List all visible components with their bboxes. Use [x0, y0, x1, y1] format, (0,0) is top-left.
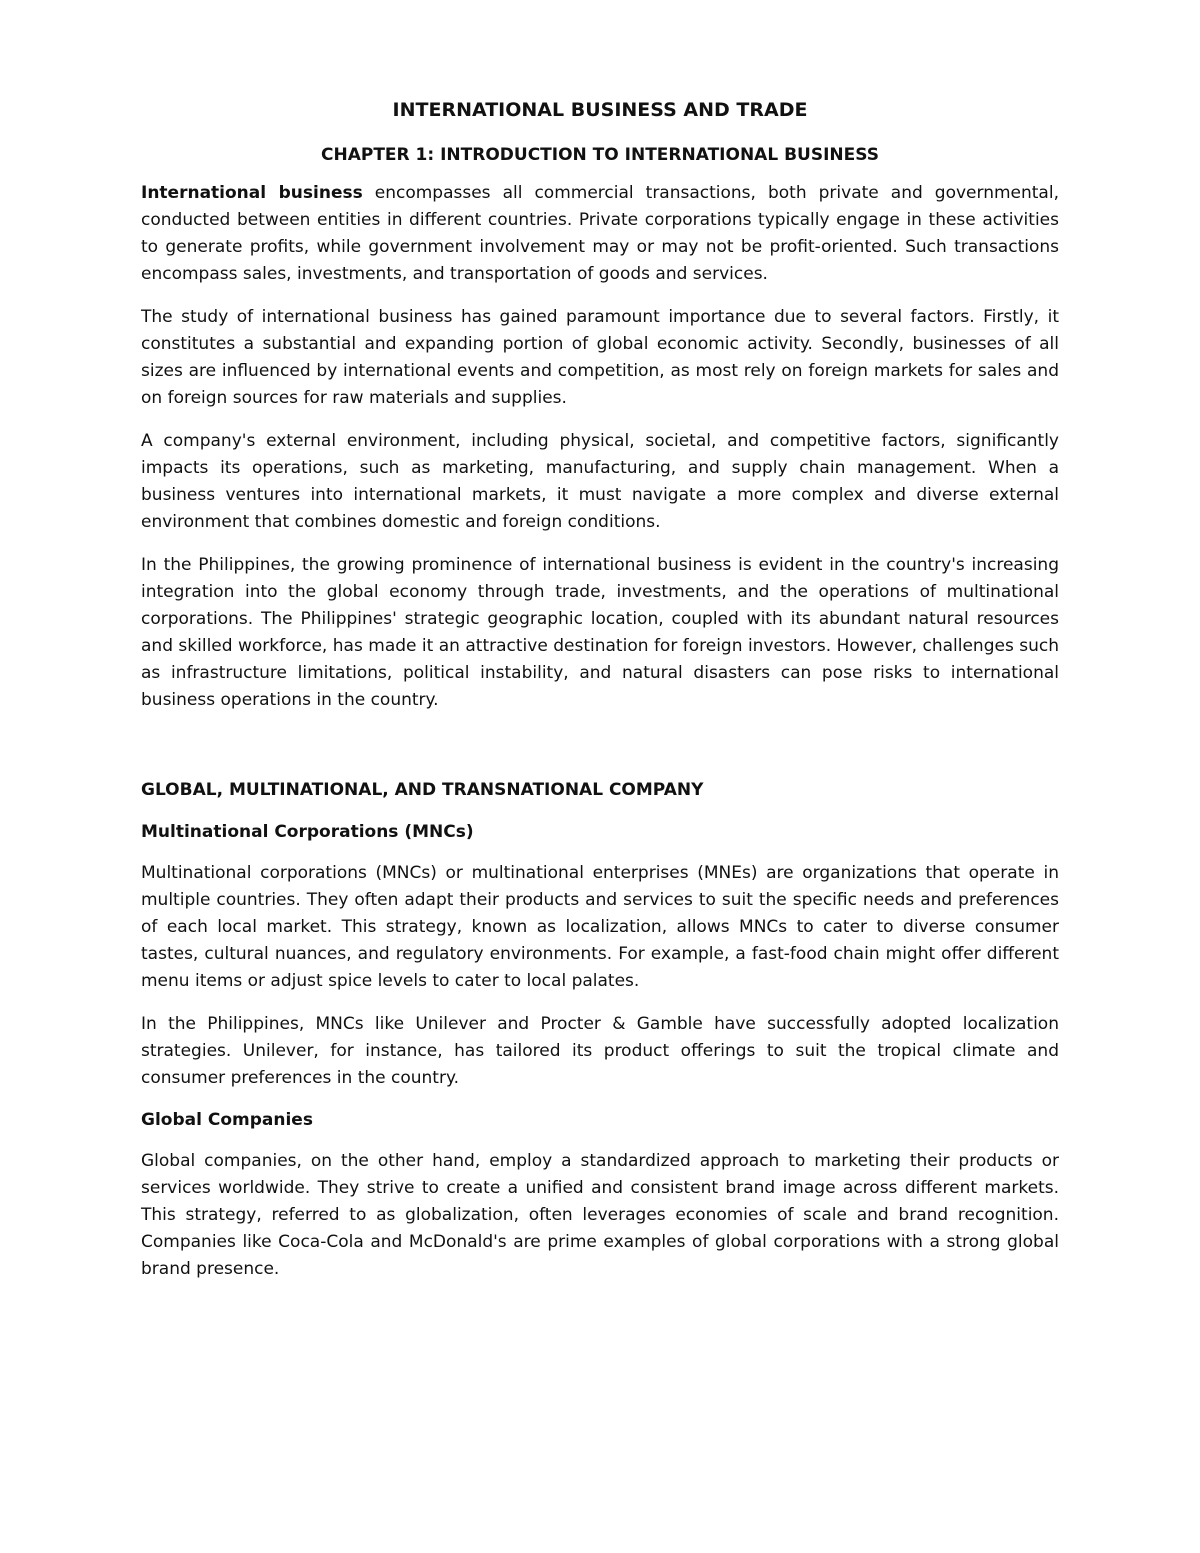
section-title: GLOBAL, MULTINATIONAL, AND TRANSNATIONAL COMPANY: [141, 780, 704, 800]
paragraph-importance: The study of international business has gained paramount importance due to several factors. Firstly, it constitutes a substantial and expanding portion of global economic activity. Secondly, businesses of all sizes are influenced by international events and competition, as most rely on foreign markets for sales and on foreign sources for raw materials and supplies.: [141, 307, 1059, 408]
paragraph-philippines: In the Philippines, the growing prominence of international business is evident in the country's increasing integration into the global economy through trade, investments, and the operations of multinational corporations. The Philippines' strategic geographic location, coupled with its abundant natural resources and skilled workforce, has made it an attractive destination for foreign investors. However, challenges such as infrastructure limitations, political instability, and natural disasters can pose risks to international business operations in the country.: [141, 555, 1059, 710]
intro-paragraph: [141, 180, 1059, 288]
intro-lead-term: International business: [141, 183, 363, 203]
chapter-title: CHAPTER 1: INTRODUCTION TO INTERNATIONAL BUSINESS: [321, 145, 879, 165]
global-paragraph: Global companies, on the other hand, employ a standardized approach to marketing their products or services worldwide. They strive to create a unified and consistent brand image across different markets. This strategy, referred to as globalization, often leverages economies of scale and brand recognition. Companies like Coca-Cola and McDonald's are prime examples of global corporations with a strong global brand presence.: [141, 1151, 1059, 1279]
intro-text: encompasses all commercial transactions, both private and governmental, conducted between entities in different countries. Private corporations typically engage in these activities to generate profits, while government involvement may or may not be profit-oriented. Such transactions encompass sales, investments, and transportation of goods and services.: [141, 183, 1059, 284]
document-title: INTERNATIONAL BUSINESS AND TRADE: [392, 99, 808, 121]
mnc-heading: Multinational Corporations (MNCs): [141, 822, 474, 842]
mnc-paragraph-definition: Multinational corporations (MNCs) or multinational enterprises (MNEs) are organizations that operate in multiple countries. They often adapt their products and services to suit the specific needs and preferences of each local market. This strategy, known as localization, allows MNCs to cater to diverse consumer tastes, cultural nuances, and regulatory environments. For example, a fast-food chain might offer different menu items or adjust spice levels to cater to local palates.: [141, 863, 1059, 991]
document-page: [141, 96, 1059, 1283]
global-heading: Global Companies: [141, 1110, 313, 1130]
paragraph-environment: A company's external environment, including physical, societal, and competitive factors, significantly impacts its operations, such as marketing, manufacturing, and supply chain management. When a business ventures into international markets, it must navigate a more complex and diverse external environment that combines domestic and foreign conditions.: [141, 431, 1059, 532]
mnc-paragraph-philippines: In the Philippines, MNCs like Unilever and Procter & Gamble have successfully adopted localization strategies. Unilever, for instance, has tailored its product offerings to suit the tropical climate and consumer preferences in the country.: [141, 1014, 1059, 1088]
